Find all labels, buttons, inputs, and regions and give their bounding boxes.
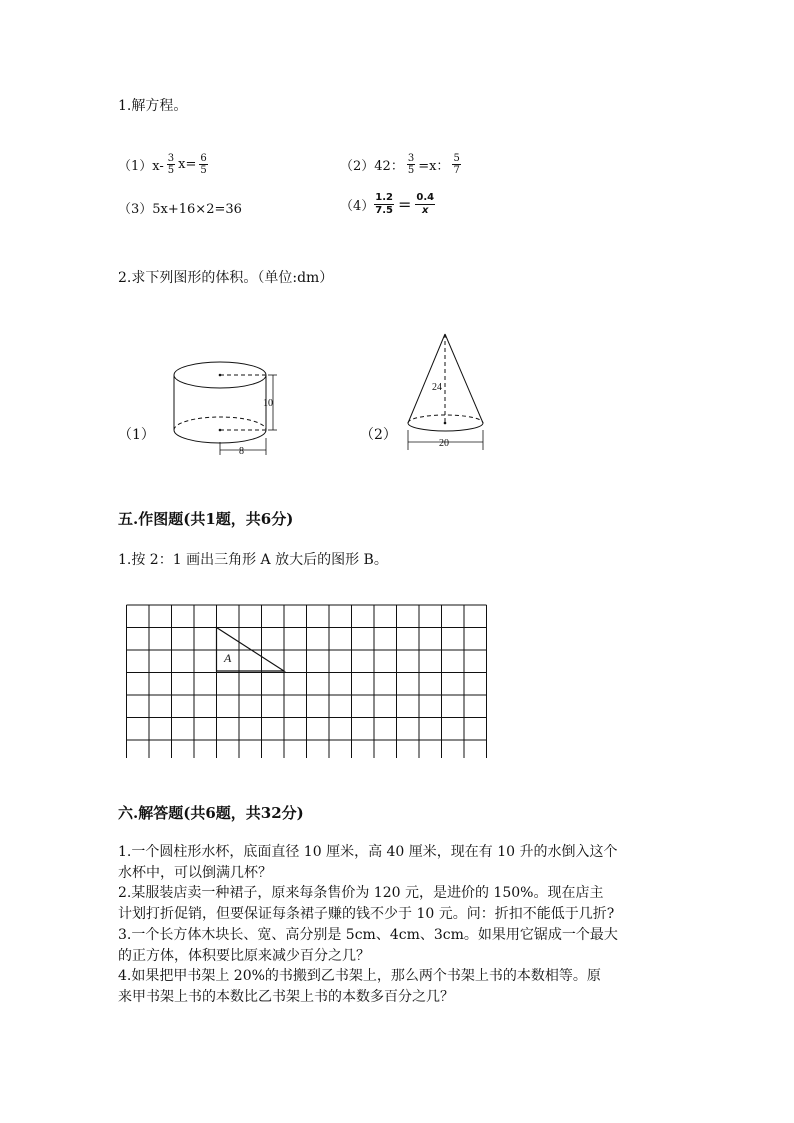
question-line: 4.如果把甲书架上 20%的书搬到乙书架上，那么两个书架上书的本数相等。原 [118,968,601,984]
fraction [407,153,415,176]
question-line: 2.某服装店卖一种裙子，原来每条售价为 120 元，是进价的 150%。现在店主 [118,885,604,901]
drawing-grid[interactable] [126,604,489,758]
numerator: 1.2 [375,192,393,203]
question-line: 3.一个长方体木块长、宽、高分别是 5cm、4cm、3cm。如果用它锯成一个最大 [118,927,618,943]
cone-right-edge [445,334,483,423]
numerator: 5 [453,153,460,164]
cone-diameter-label: 20 [439,438,449,449]
fraction [199,153,207,176]
denominator: 5 [407,165,415,176]
denominator [415,205,435,217]
question-line: 1.一个圆柱形水杯，底面直径 10 厘米，高 40 厘米，现在有 10 升的水倒入这个 [118,844,618,860]
equation-4 [340,192,435,217]
denominator: 5 [200,165,207,176]
numerator: 6 [200,153,207,164]
equation-1-mid: x= [178,157,197,172]
equation-2-mid: =x： [418,159,450,174]
question-draw-enlarged-triangle: 1.按 2：1 画出三角形 A 放大后的图形 B。 [118,552,388,568]
fraction [452,153,460,176]
equation-4-label: （4） [340,199,375,214]
question-line: 水杯中，可以倒满几杯？ [118,865,272,881]
numerator: 0.4 [416,192,435,203]
fraction [415,192,435,217]
cone-left-edge [408,334,445,423]
question-line: 来甲书架上书的本数比乙书架上书的本数多百分之几？ [118,989,454,1005]
question-6-2 [118,883,614,925]
equation-2 [340,153,464,176]
question-volume-title: 2.求下列图形的体积。（单位:dm） [118,270,334,286]
section-5-heading: 五.作图题(共1题，共6分) [118,510,294,528]
section-6-heading: 六.解答题(共6题，共32分) [118,804,304,822]
figure-2-label: （2） [360,427,397,443]
center-dot [219,374,222,377]
fraction [167,153,175,176]
question-6-4 [118,966,601,1008]
cone-figure [400,330,495,455]
triangle-a-label: A [224,651,232,665]
equals-sign: = [398,195,412,214]
cylinder-radius-label: 8 [239,446,244,457]
fraction [374,192,394,217]
center-dot [219,429,222,432]
cylinder-figure [165,350,295,460]
cylinder-bottom-back [174,417,266,430]
denominator: 5 [167,165,175,176]
figure-1-label: （1） [118,427,155,443]
cone-base-front [408,423,483,431]
question-solve-equations-title: 1.解方程。 [118,98,188,114]
equation-1 [118,153,211,176]
question-6-3 [118,925,618,967]
cylinder-height-label: 10 [263,398,273,409]
question-line: 计划打折促销，但要保证每条裙子赚的钱不少于 10 元。问：折扣不能低于几折? [118,906,615,922]
center-dot [444,422,447,425]
equation-1-label: （1）x- [118,159,164,174]
numerator: 3 [167,153,175,164]
question-line: 的正方体，体积要比原来减少百分之几？ [118,948,370,964]
numerator: 3 [407,153,415,164]
cylinder-bottom-front [174,430,266,443]
question-6-1 [118,842,618,884]
denominator: 7.5 [375,205,393,216]
grid-lines [127,605,487,758]
cone-height-label: 24 [432,382,442,393]
variable: x [422,205,429,216]
equation-3: （3）5x+16×2=36 [118,202,242,217]
denominator: 7 [453,165,460,176]
equation-2-label: （2）42： [340,159,404,174]
